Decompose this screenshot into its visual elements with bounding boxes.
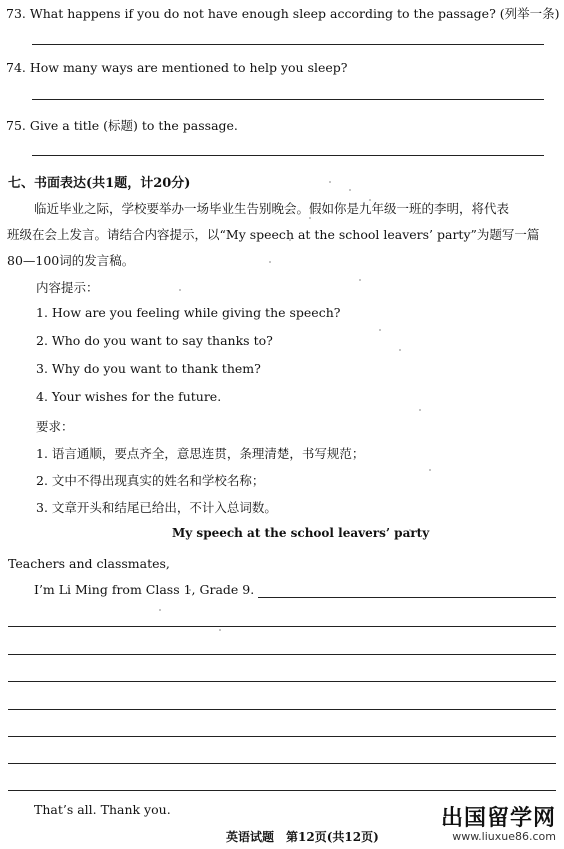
page-footer: 英语试题 第12页(共12页)	[226, 830, 379, 844]
writing-line[interactable]	[8, 709, 556, 710]
hint-item: 2. Who do you want to say thanks to?	[36, 333, 273, 348]
hint-item: 4. Your wishes for the future.	[36, 389, 222, 404]
writing-line[interactable]	[8, 790, 556, 791]
intro-line-3: 80—100词的发言稿。	[7, 253, 135, 268]
watermark-url: www.liuxue86.com	[452, 830, 556, 843]
requirement-item: 1. 语言通顺，要点齐全，意思连贯，条理清楚，书写规范；	[36, 446, 365, 461]
opening-sentence: I’m Li Ming from Class 1, Grade 9.	[34, 582, 255, 597]
writing-line[interactable]	[8, 763, 556, 764]
hints-label: 内容提示：	[36, 280, 99, 295]
question-75: 75. Give a title (标题) to the passage.	[6, 118, 238, 133]
intro-line-1: 临近毕业之际，学校要举办一场毕业生告别晚会。假如你是九年级一班的李明，将代表	[34, 201, 510, 216]
hint-item: 1. How are you feeling while giving the speech?	[36, 305, 341, 320]
hint-item: 3. Why do you want to thank them?	[36, 361, 261, 376]
writing-line[interactable]	[8, 681, 556, 682]
question-73: 73. What happens if you do not have enough sleep according to the passage? (列举一条)	[6, 6, 560, 21]
requirement-item: 3. 文章开头和结尾已给出，不计入总词数。	[36, 500, 277, 515]
closing-sentence: That’s all. Thank you.	[34, 802, 171, 817]
requirements-label: 要求：	[36, 419, 74, 434]
writing-line[interactable]	[8, 654, 556, 655]
watermark-logo	[441, 801, 556, 843]
answer-line-73[interactable]	[32, 44, 544, 45]
writing-line[interactable]	[8, 626, 556, 627]
answer-line-74[interactable]	[32, 99, 544, 100]
answer-line-75[interactable]	[32, 155, 544, 156]
intro-line-2: 班级在会上发言。请结合内容提示，以“My speech at the school leavers’ party”为题写一篇	[7, 227, 540, 242]
writing-line[interactable]	[8, 736, 556, 737]
writing-line[interactable]	[258, 597, 556, 598]
greeting: Teachers and classmates,	[8, 556, 170, 571]
question-74: 74. How many ways are mentioned to help you sleep?	[6, 60, 348, 75]
watermark-name: 出国留学网	[440, 806, 556, 831]
essay-title: My speech at the school leavers’ party	[172, 526, 430, 540]
section-heading: 七、书面表达(共1题，计20分)	[8, 176, 191, 191]
requirement-item: 2. 文中不得出现真实的姓名和学校名称；	[36, 473, 265, 488]
